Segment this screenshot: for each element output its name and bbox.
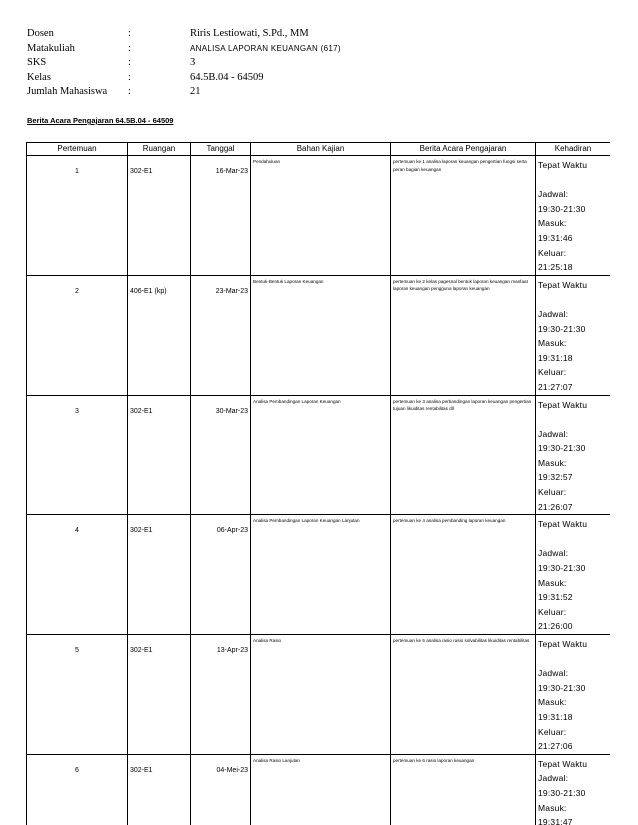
attendance-gap (538, 292, 608, 307)
masuk-value: 19:31:46 (538, 232, 573, 243)
jadwal-value: 19:30-21:30 (538, 787, 586, 798)
cell-tanggal: 06-Apr-23 (191, 515, 251, 635)
cell-bahan-kajian: Analisa Pembandingan Laporan Keuangan Lanjutan (251, 515, 391, 635)
info-colon: : (128, 71, 131, 83)
masuk-label: Masuk: (538, 218, 567, 229)
table-row (27, 395, 611, 515)
cell-bahan-kajian: Analisa Rasio Lanjutan (251, 754, 391, 825)
table-row (27, 515, 611, 635)
info-label: Dosen (27, 28, 54, 39)
info-label: Jumlah Mahasiswa (27, 86, 108, 97)
info-colon: : (128, 28, 131, 39)
attendance-status: Tepat Waktu (538, 399, 588, 410)
attendance-gap (538, 532, 608, 547)
cell-tanggal: 16-Mar-23 (191, 156, 251, 276)
attendance-status: Tepat Waktu (538, 639, 588, 649)
jadwal-label: Jadwal: (538, 668, 569, 679)
info-value: 3 (190, 57, 196, 68)
header-pertemuan: Pertemuan (27, 143, 128, 156)
jadwal-value: 19:30-21:30 (538, 443, 586, 454)
keluar-label: Keluar: (538, 247, 567, 258)
table-row (27, 275, 611, 395)
keluar-value: 21:26:00 (538, 621, 573, 632)
jadwal-value: 19:30-21:30 (538, 203, 586, 214)
header-bahan-kajian: Bahan Kajian (251, 143, 391, 156)
keluar-value: 21:26:07 (538, 501, 573, 512)
masuk-label: Masuk: (538, 457, 567, 468)
keluar-value: 21:27:06 (538, 741, 573, 752)
attendance-gap (538, 173, 608, 188)
jadwal-label: Jadwal: (538, 308, 569, 319)
info-label: Matakuliah (27, 42, 75, 54)
keluar-value: 21:27:07 (538, 381, 573, 392)
header-kehadiran: Kehadiran (536, 143, 611, 156)
info-value: Riris Lestiowati, S.Pd., MM (190, 28, 309, 39)
header-tanggal: Tanggal (191, 143, 251, 156)
info-colon: : (128, 86, 131, 97)
info-value: 64.5B.04 - 64509 (190, 71, 264, 83)
masuk-value: 19:31:47 (538, 817, 573, 825)
cell-ruangan: 302-E1 (128, 395, 191, 515)
keluar-label: Keluar: (538, 606, 567, 617)
attendance-status: Tepat Waktu (538, 279, 588, 290)
info-label: Kelas (27, 71, 51, 83)
cell-pertemuan: 4 (27, 515, 128, 635)
attendance-status: Tepat Waktu (538, 519, 588, 530)
cell-pertemuan: 3 (27, 395, 128, 515)
keluar-label: Keluar: (538, 726, 567, 737)
attendance-gap (538, 652, 608, 667)
cell-kehadiran (536, 754, 611, 825)
info-colon: : (128, 42, 131, 54)
cell-tanggal: 30-Mar-23 (191, 395, 251, 515)
masuk-label: Masuk: (538, 338, 567, 349)
masuk-value: 19:32:57 (538, 472, 573, 483)
table-row (27, 635, 611, 755)
attendance-status: Tepat Waktu (538, 160, 588, 170)
info-colon: : (128, 57, 131, 68)
cell-kehadiran (536, 156, 611, 276)
masuk-label: Masuk: (538, 802, 567, 813)
jadwal-value: 19:30-21:30 (538, 563, 586, 574)
table-row (27, 754, 611, 825)
masuk-label: Masuk: (538, 697, 567, 708)
cell-kehadiran (536, 275, 611, 395)
keluar-label: Keluar: (538, 367, 567, 378)
cell-berita-acara: pertemuan ke 2 kelas pagesnal bentuk laporan keuangan manfaat laporan keuangan pengguna laporan keuangan (391, 275, 536, 395)
jadwal-label: Jadwal: (538, 428, 569, 439)
cell-tanggal: 04-Mei-23 (191, 754, 251, 825)
cell-bahan-kajian: Analisa Pembandingan Laporan Keuangan (251, 395, 391, 515)
cell-pertemuan: 6 (27, 754, 128, 825)
attendance-table-wrapper (26, 142, 610, 825)
masuk-value: 19:31:52 (538, 592, 573, 603)
cell-ruangan: 302-E1 (128, 515, 191, 635)
cell-ruangan: 302-E1 (128, 754, 191, 825)
cell-pertemuan: 5 (27, 635, 128, 755)
attendance-table (26, 142, 610, 825)
masuk-value: 19:31:18 (538, 711, 573, 722)
jadwal-value: 19:30-21:30 (538, 682, 586, 693)
cell-pertemuan: 1 (27, 156, 128, 276)
cell-bahan-kajian: Bentuk-Bentuk Laporan Keuangan (251, 275, 391, 395)
cell-bahan-kajian: Pendahuluan (251, 156, 391, 276)
keluar-label: Keluar: (538, 487, 567, 498)
jadwal-label: Jadwal: (538, 548, 569, 559)
info-value: 21 (190, 86, 201, 97)
header-ruangan: Ruangan (128, 143, 191, 156)
table-row (27, 156, 611, 276)
cell-berita-acara: pertemuan ke 6 rasio laporan keuangan (391, 754, 536, 825)
cell-berita-acara: pertemuan ke 5 analisa rasio rasio solvabilitas likuiditas rentabilitas (391, 635, 536, 755)
cell-kehadiran (536, 635, 611, 755)
masuk-value: 19:31:18 (538, 352, 573, 363)
cell-berita-acara: pertemuan ke 1 analisa laporan keuangan pengertian fungsi serta peran bagian keuangan (391, 156, 536, 276)
cell-tanggal: 13-Apr-23 (191, 635, 251, 755)
masuk-label: Masuk: (538, 577, 567, 588)
info-value: ANALISA LAPORAN KEUANGAN (617) (190, 43, 341, 53)
header-berita-acara: Berita Acara Pengajaran (391, 143, 536, 156)
jadwal-label: Jadwal: (538, 773, 569, 784)
cell-ruangan: 302-E1 (128, 156, 191, 276)
attendance-status: Tepat Waktu (538, 758, 588, 769)
cell-berita-acara: pertemuan ke 3 analisa perbandingan laporan keuangan pengertian tujuan likuiditas rentabilitas dll (391, 395, 536, 515)
keluar-value: 21:25:18 (538, 262, 573, 273)
table-header-row (27, 143, 611, 156)
section-title: Berita Acara Pengajaran 64.5B.04 - 64509 (27, 116, 174, 125)
jadwal-label: Jadwal: (538, 189, 569, 200)
jadwal-value: 19:30-21:30 (538, 323, 586, 334)
cell-ruangan: 406-E1 (kp) (128, 275, 191, 395)
info-label: SKS (27, 57, 47, 68)
cell-kehadiran (536, 515, 611, 635)
cell-ruangan: 302-E1 (128, 635, 191, 755)
attendance-gap (538, 412, 608, 427)
cell-kehadiran (536, 395, 611, 515)
cell-bahan-kajian: Analisa Rasio (251, 635, 391, 755)
cell-pertemuan: 2 (27, 275, 128, 395)
cell-berita-acara: pertemuan ke 4 analisa pembanding laporan keuangan (391, 515, 536, 635)
cell-tanggal: 23-Mar-23 (191, 275, 251, 395)
